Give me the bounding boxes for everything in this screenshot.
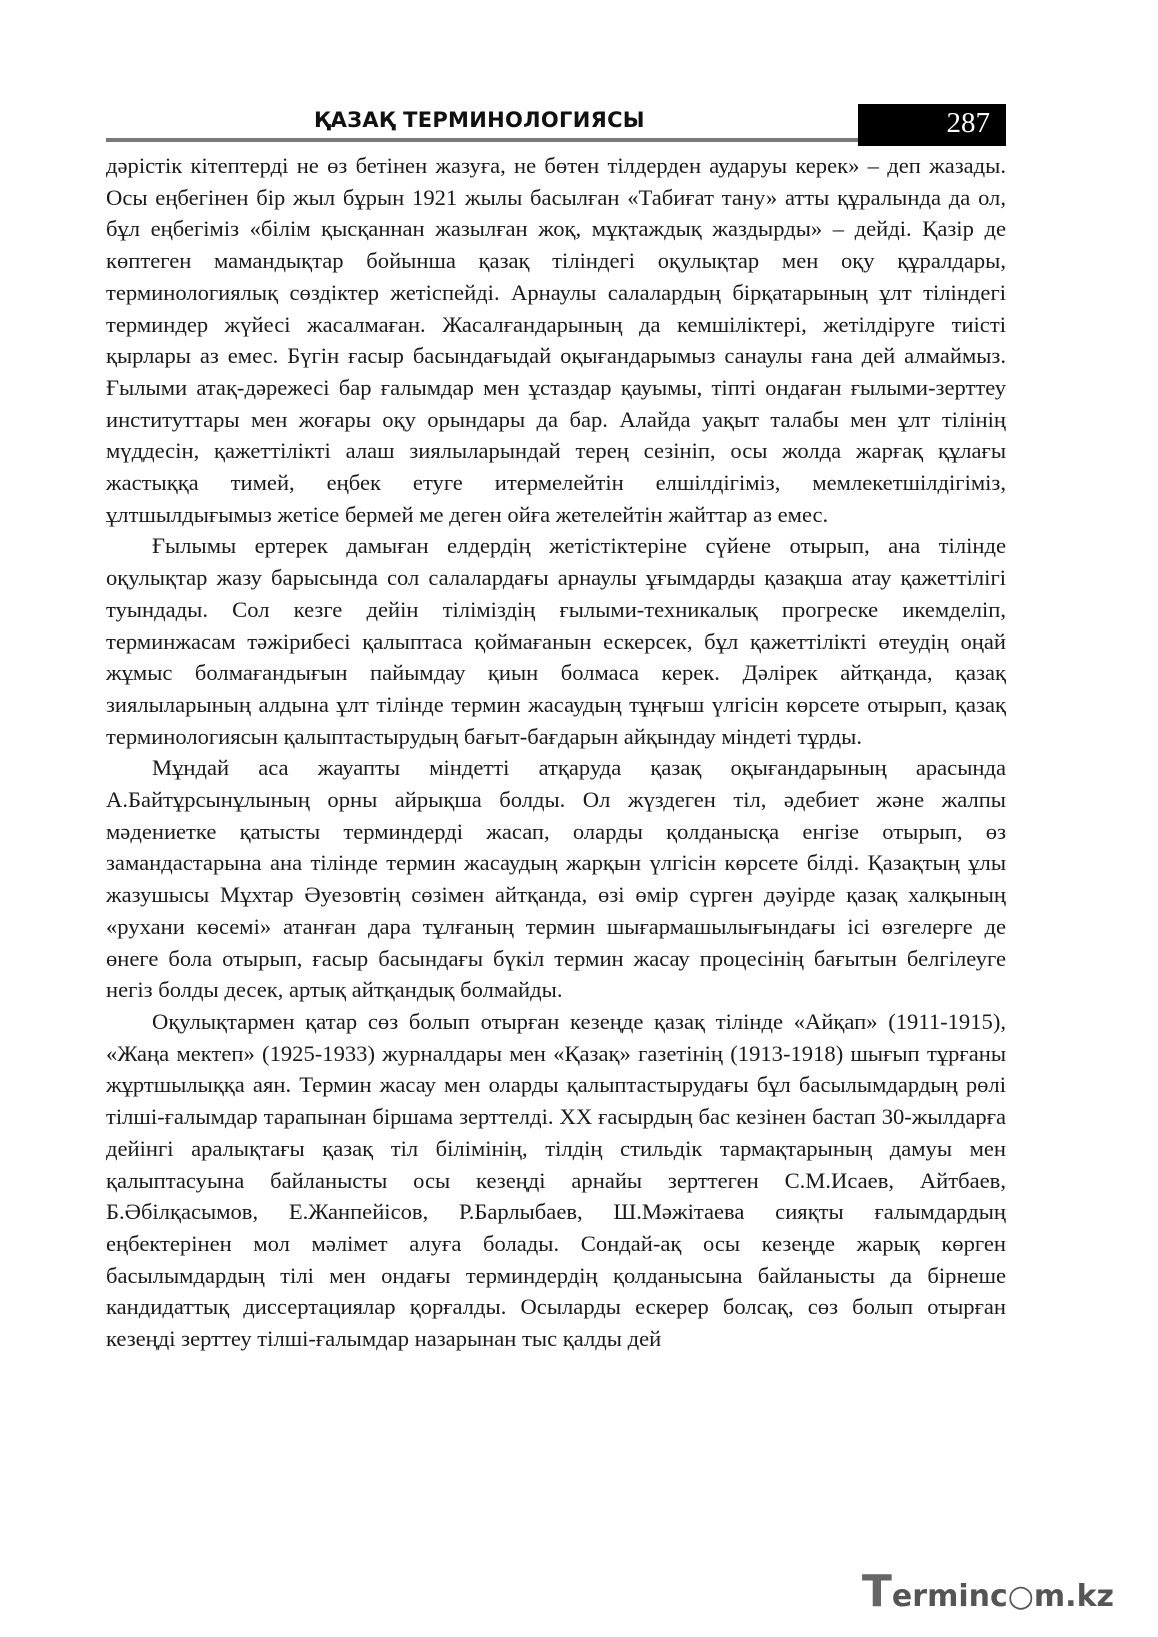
paragraph-4: Оқулықтармен қатар сөз болып отырған кезеңде қазақ тілінде «Айқап» (1911-1915), «Жаңа мектеп» (1925-1933) журналдары мен «Қазақ» газетінің (1913-1918) шығып тұрғаны жұртшылыққа аян. Термин жасау мен оларды қалыптастырудағы бұл басылымдардың рөлі тілші-ғалымдар тарапынан біршама зерттелді. XX ғасырдың бас кезінен бастап 30-жылдарға дейінгі аралықтағы қазақ тіл білімінің, тілдің стильдік тармақтарының дамуы мен қалыптасуына байланысты осы кезеңді арнайы зерттеген С.М.Исаев, Айтбаев, Б.Әбілқасымов, Е.Жанпейісов, Р.Барлыбаев, Ш.Мәжітаева сияқты ғалымдардың еңбектерінен мол мәлімет алуға болады. Сондай-ақ осы кезеңде жарық көрген басылымдардың тілі мен ондағы терминдердің қолданысына байланысты да бірнеше кандидаттық диссертациялар қорғалды. Осыларды ескерер болсақ, сөз болып отырған кезеңді зерттеу тілші-ғалымдар назарынан тыс қалды дей [106,1008,1006,1352]
site-watermark [862,1566,1114,1617]
paragraph-2: Ғылымы ертерек дамыған елдердің жетістіктеріне сүйене отырып, ана тілінде оқулықтар жазу барысында сол салалардағы арнаулы ұғымдарды қазақша атау қажеттілігі туындады. Сол кезге дейін тіліміздің ғылыми-техникалық прогреске икемделіп, терминжасам тәжірибесі қалыптаса қоймағанын ескерсек, бұл қажеттілікті өтеудің оңай жұмыс болмағандығын пайымдау қиын болмаса керек. Дәлірек айтқанда, қазақ зиялыларының алдына ұлт тілінде термин жасаудың тұңғыш үлгісін көрсете отырып, қазақ терминологиясын қалыптастырудың бағыт-бағдарын айқындау міндеті тұрды. [106,533,1006,749]
page-number: 287 [946,107,990,139]
paragraph-3: Мұндай аса жауапты міндетті атқаруда қазақ оқығандарының арасында А.Байтұрсынұлының орны айрықша болды. Ол жүздеген тіл, әдебиет және жалпы мәдениетке қатысты терминдерді жасап, оларды қолданысқа енгізе отырып, өз замандастарына ана тілінде термин жасаудың жарқын үлгісін көрсете білді. Қазақтың ұлы жазушысы Мұхтар Әуезовтің сөзімен айтқанда, өзі өмір сүрген дәуірде қазақ халқының «рухани көсемі» атанған дара тұлғаның термин шығармашылығындағы ісі өзгелерге де өнеге бола отырып, ғасыр басындағы бүкіл термин жасау процесінің бағытын белгілеуге негіз болды десек, артық айтқандық болмайды. [106,755,1006,1003]
header-rule [106,138,858,142]
paragraph-1: дәрістік кітептерді не өз бетінен жазуға, не бөтен тілдерден аударуы керек» – деп жазады. Осы еңбегінен бір жыл бұрын 1921 жылы басылған «Табиғат тану» атты құралында да ол, бұл еңбегіміз «білім қысқаннан жазылған жоқ, мұқтаждық жаздырды» – дейді. Қазір де көптеген мамандықтар бойынша қазақ тіліндегі оқулықтар мен оқу құралдары, терминологиялық сөздіктер жетіспейді. Арнаулы салалардың бірқатарының ұлт тіліндегі терминдер жүйесі жасалмаған. Жасалғандарының да кемшіліктері, жетілдіруге тиісті қырлары аз емес. Бүгін ғасыр басындағыдай оқығандарымыз санаулы ғана дей алмаймыз. Ғылыми атақ-дәрежесі бар ғалымдар мен ұстаздар қауымы, тіпті ондаған ғылыми-зерттеу институттары мен жоғары оқу орындары да бар. Алайда уақыт талабы мен ұлт тілінің мүддесін, қажеттілікті алаш зиялыларындай терең сезініп, осы жолда жарғақ құлағы жастыққа тимей, еңбек етуге итермелейтін елшілдігіміз, мемлекетшілдігіміз, ұлтшылдығымыз жетісе бермей ме деген ойға жетелейтін жайттар аз емес. [106,153,1006,527]
watermark-text: erminc○m.kz [891,1579,1114,1614]
watermark-initial: T [861,1566,892,1617]
running-header [106,104,1006,146]
running-title: ҚАЗАҚ ТЕРМИНОЛОГИЯСЫ [314,108,645,132]
page-number-box [858,104,1006,146]
body-text [106,150,1006,1355]
